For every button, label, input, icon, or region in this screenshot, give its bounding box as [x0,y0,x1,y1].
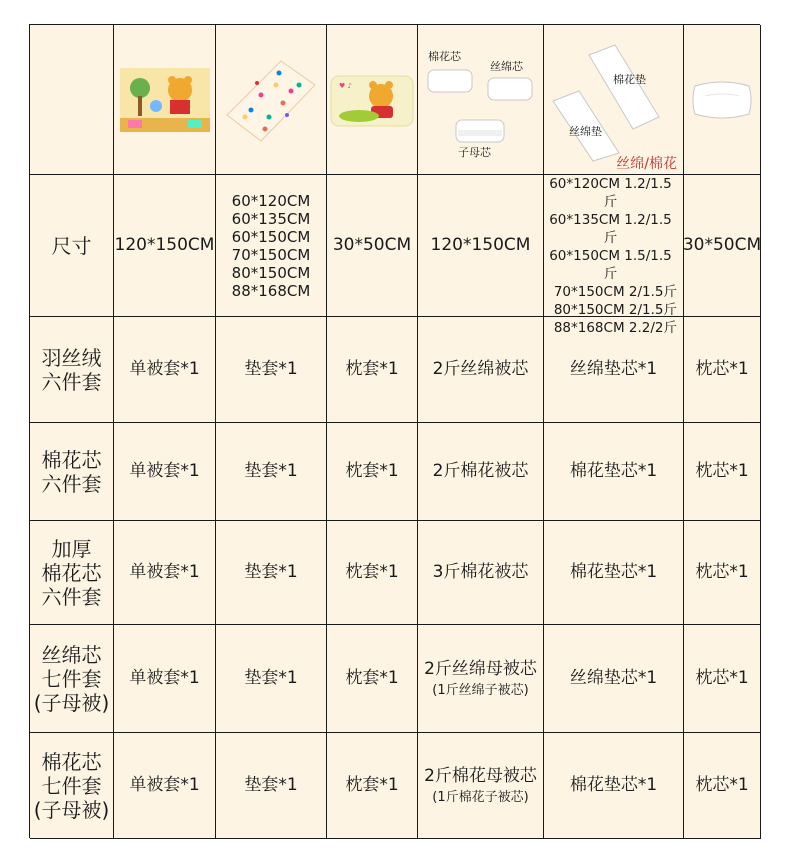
mattress-core-qty: 丝绵垫芯*1 [544,317,684,423]
size-mattress-core-item: 60*120CM 1.2/1.5斤 [549,175,672,210]
size-pillow-core: 30*50CM [684,175,761,317]
row-label-package: 羽丝绒 六件套 [30,317,114,423]
product-spec-table [29,24,760,838]
pillowcase-qty: 枕套*1 [327,733,418,839]
quilt-cover-qty: 单被套*1 [114,521,216,625]
row-label-package: 丝绵芯 七件套 (子母被) [30,625,114,733]
quilt-core-spec [418,423,544,521]
mattress-core-qty: 棉花垫芯*1 [544,423,684,521]
pillowcase-qty: 枕套*1 [327,521,418,625]
quilt-cover-qty: 单被套*1 [114,317,216,423]
pillowcase-qty: 枕套*1 [327,317,418,423]
header-quilt-cover-cell [114,25,216,175]
quilt-core-spec [418,521,544,625]
row-label-package: 棉花芯 七件套 (子母被) [30,733,114,839]
quilt-core-sub: (1斤棉花子被芯) [432,789,529,805]
size-mattress-core-item: 80*150CM 2/1.5斤 [553,301,677,318]
row-label-package: 棉花芯 六件套 [30,423,114,521]
quilt-core-main: 2斤棉花被芯 [432,461,529,482]
pillowcase-qty: 枕套*1 [327,423,418,521]
quilt-core-main: 2斤丝绵被芯 [432,359,529,380]
pillow-core-qty: 枕芯*1 [684,521,761,625]
quilt-cover-qty: 单被套*1 [114,733,216,839]
pad-cover-qty: 垫套*1 [216,521,327,625]
mattress-core-qty: 丝绵垫芯*1 [544,625,684,733]
quilt-cover-bear-illustration-icon [118,60,212,140]
quilt-core-main: 2斤丝绵母被芯 [424,658,537,679]
pad-cover-qty: 垫套*1 [216,423,327,521]
header-pillowcase-cell [327,25,418,175]
size-pad-cover-item: 60*135CM [231,209,311,228]
quilt-core-spec [418,625,544,733]
mattress-core-qty: 棉花垫芯*1 [544,733,684,839]
mattress-core-label-cotton: 棉花垫 [612,72,646,86]
header-empty-cell [30,25,114,175]
size-pad-cover-item: 80*150CM [231,263,311,282]
pillow-core-qty: 枕芯*1 [684,423,761,521]
mattress-core-qty: 棉花垫芯*1 [544,521,684,625]
mattress-cores-icon [549,37,679,163]
white-pillow-icon [689,76,755,124]
size-mattress-core-item: 60*150CM 1.5/1.5斤 [549,247,672,282]
size-pillowcase: 30*50CM [327,175,418,317]
size-quilt-cover: 120*150CM [114,175,216,317]
pillowcase-qty: 枕套*1 [327,625,418,733]
pillow-core-qty: 枕芯*1 [684,733,761,839]
quilt-core-label-cotton: 棉花芯 [427,49,461,63]
header-pillow-core-cell [684,25,761,175]
quilt-core-label-combo: 子母芯 [457,145,491,159]
size-mattress-core-item: 70*150CM 2/1.5斤 [553,283,677,300]
quilt-core-main: 3斤棉花被芯 [432,562,529,583]
size-pad-cover-list [216,175,327,317]
svg-text:♥ ♪: ♥ ♪ [339,81,352,90]
size-mattress-core-item: 88*168CM 2.2/2斤 [553,319,677,336]
quilt-core-spec [418,733,544,839]
quilt-cover-qty: 单被套*1 [114,625,216,733]
bear-pillowcase-icon [329,70,415,130]
mattress-core-material-header: 丝绵/棉花 [616,155,677,172]
size-pad-cover-item: 60*150CM [231,227,311,246]
pad-cover-qty: 垫套*1 [216,625,327,733]
quilt-core-main: 2斤棉花母被芯 [424,765,537,786]
pillow-core-qty: 枕芯*1 [684,317,761,423]
pad-cover-qty: 垫套*1 [216,317,327,423]
size-mattress-core-item: 60*135CM 1.2/1.5斤 [549,211,672,246]
quilt-core-sub: (1斤丝绵子被芯) [432,682,529,698]
quilt-core-spec [418,317,544,423]
quilt-core-label-silk: 丝绵芯 [489,59,523,73]
pillow-core-qty: 枕芯*1 [684,625,761,733]
floral-mattress-pad-icon [221,55,321,145]
row-label-size: 尺寸 [30,175,114,317]
quilt-cores-icon [422,40,540,160]
header-mattress-core-cell [544,25,684,175]
quilt-cover-qty: 单被套*1 [114,423,216,521]
size-pad-cover-item: 70*150CM [231,245,311,264]
header-pad-cover-cell [216,25,327,175]
row-label-package: 加厚 棉花芯 六件套 [30,521,114,625]
pad-cover-qty: 垫套*1 [216,733,327,839]
mattress-core-label-silk: 丝绵垫 [568,124,602,138]
size-pad-cover-item: 60*120CM [231,191,311,210]
header-quilt-core-cell [418,25,544,175]
size-quilt-core: 120*150CM [418,175,544,317]
size-pad-cover-item: 88*168CM [231,281,311,300]
size-mattress-core-list [544,155,684,336]
